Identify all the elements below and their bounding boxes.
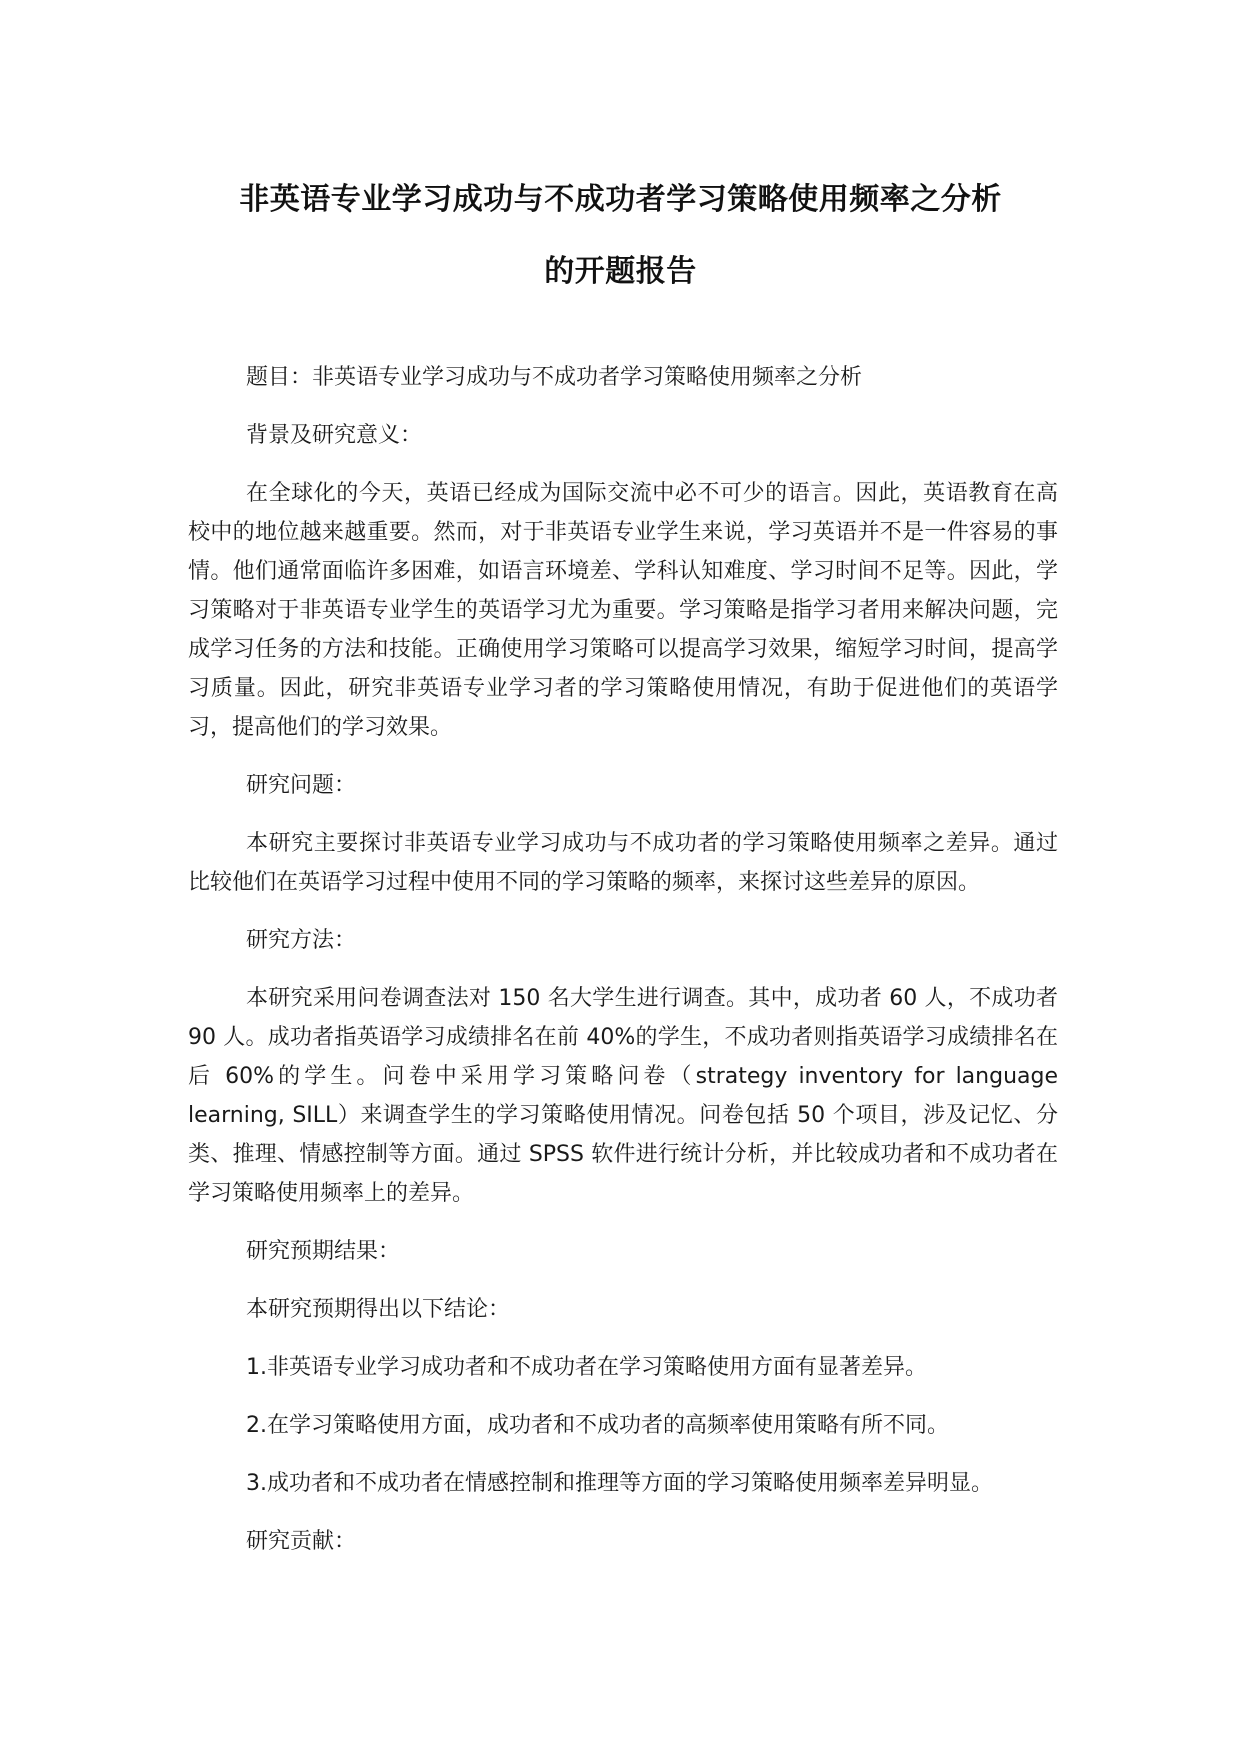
paragraph-background: 在全球化的今天，英语已经成为国际交流中必不可少的语言。因此，英语教育在高校中的地位越来越重要。然而，对于非英语专业学生来说，学习英语并不是一件容易的事情。他们通常面临许多困难，如语言环境差、学科认知难度、学习时间不足等。因此，学习策略对于非英语专业学生的英语学习尤为重要。学习策略是指学习者用来解决问题，完成学习任务的方法和技能。正确使用学习策略可以提高学习效果，缩短学习时间，提高学习质量。因此，研究非英语专业学习者的学习策略使用情况，有助于促进他们的英语学习，提高他们的学习效果。: [188, 481, 1058, 740]
document-body: [188, 358, 1058, 1580]
list-item-result-3: 3.成功者和不成功者在情感控制和推理等方面的学习策略使用频率差异明显。: [246, 1471, 993, 1496]
paragraph-expected-intro: 本研究预期得出以下结论：: [246, 1297, 511, 1322]
heading-background: 背景及研究意义：: [246, 423, 423, 448]
document-title-line-2: 的开题报告: [544, 254, 697, 289]
heading-expected-results: 研究预期结果：: [246, 1239, 401, 1264]
heading-contribution: 研究贡献：: [246, 1529, 357, 1554]
list-item-result-1: 1.非英语专业学习成功者和不成功者在学习策略使用方面有显著差异。: [246, 1355, 927, 1380]
heading-research-method: 研究方法：: [246, 928, 357, 953]
document-title-line-1: 非英语专业学习成功与不成功者学习策略使用频率之分析: [239, 182, 1002, 217]
paragraph-research-method: 本研究采用问卷调查法对 150 名大学生进行调查。其中，成功者 60 人，不成功者 90 人。成功者指英语学习成绩排名在前 40%的学生，不成功者则指英语学习成绩排名在后 60%的学生。问卷中采用学习策略问卷（strategy inventory for language learning, SILL）来调查学生的学习策略使用情况。问卷包括 50 个项目，涉及记忆、分类、推理、情感控制等方面。通过 SPSS 软件进行统计分析，并比较成功者和不成功者在学习策略使用频率上的差异。: [188, 986, 1058, 1206]
heading-research-question: 研究问题：: [246, 773, 357, 798]
list-item-result-2: 2.在学习策略使用方面，成功者和不成功者的高频率使用策略有所不同。: [246, 1413, 949, 1438]
paragraph-research-question: 本研究主要探讨非英语专业学习成功与不成功者的学习策略使用频率之差异。通过比较他们在英语学习过程中使用不同的学习策略的频率，来探讨这些差异的原因。: [188, 831, 1058, 895]
paragraph-topic: 题目：非英语专业学习成功与不成功者学习策略使用频率之分析: [246, 365, 863, 390]
